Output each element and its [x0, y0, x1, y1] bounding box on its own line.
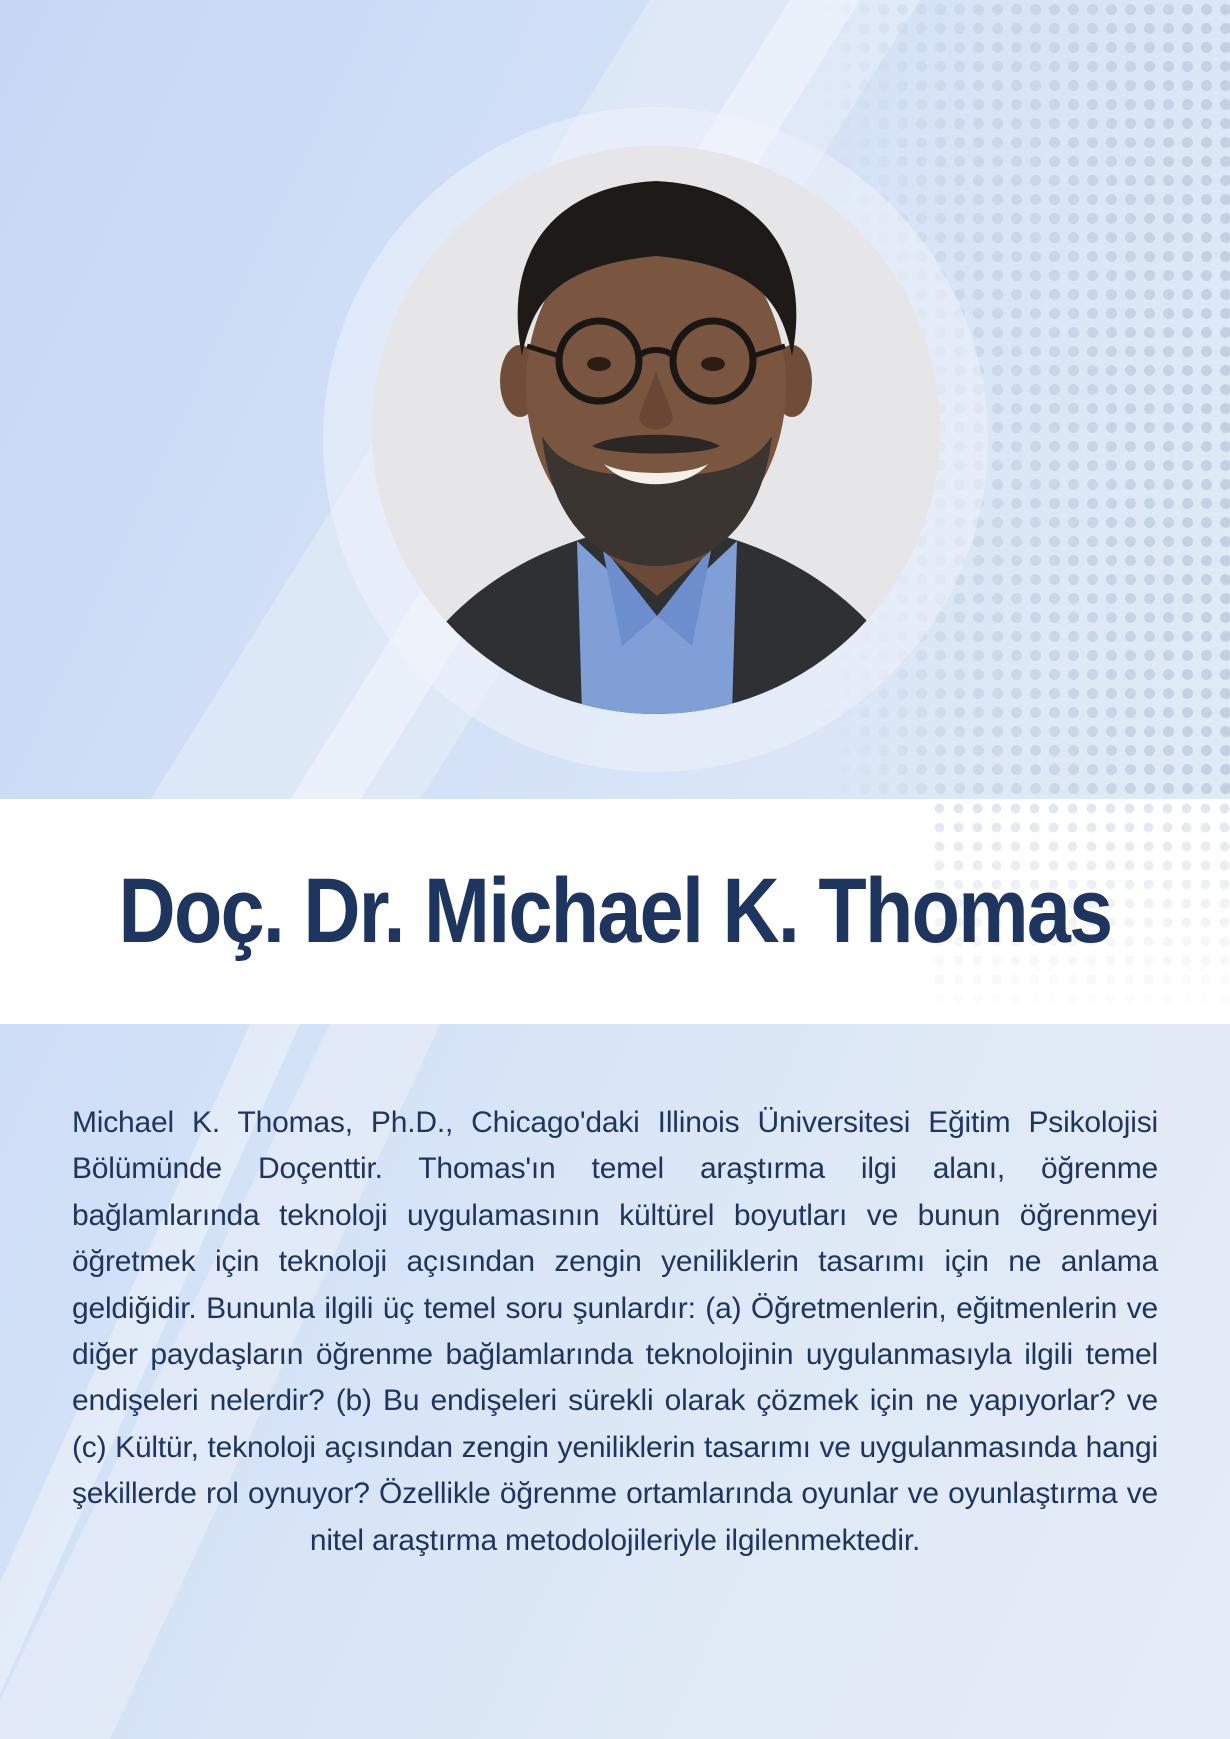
portrait-photo — [372, 146, 940, 714]
person-name: Doç. Dr. Michael K. Thomas — [118, 860, 1112, 962]
biography-text: Michael K. Thomas, Ph.D., Chicago'daki Illinois Üniversitesi Eğitim Psikolojisi Bölümünde Doçenttir. Thomas'ın temel araştırma ilgi alanı, öğrenme bağlamlarında teknoloji uygulamasının kültürel boyutları ve bunun öğrenmeyi öğretmek için teknoloji açısından zengin yeniliklerin tasarımı için ne anlama geldiğidir. Bununla ilgili üç temel soru şunlardır: (a) Öğretmenlerin, eğitmenlerin ve diğer paydaşların öğrenme bağlamlarında teknolojinin uygulanmasıyla ilgili temel endişeleri nelerdir? (b) Bu endişeleri sürekli olarak çözmek için ne yapıyorlar? ve (c) Kültür, teknoloji açısından zengin yeniliklerin tasarımı ve uygulanmasında hangi şekillerde rol oynuyor? Özellikle öğrenme ortamlarında oyunlar ve oyunlaştırma ve nitel araştırma metodolojileriyle ilgilenmektedir. — [72, 1106, 1158, 1557]
name-band — [0, 799, 1230, 1024]
portrait-illustration — [372, 146, 940, 714]
